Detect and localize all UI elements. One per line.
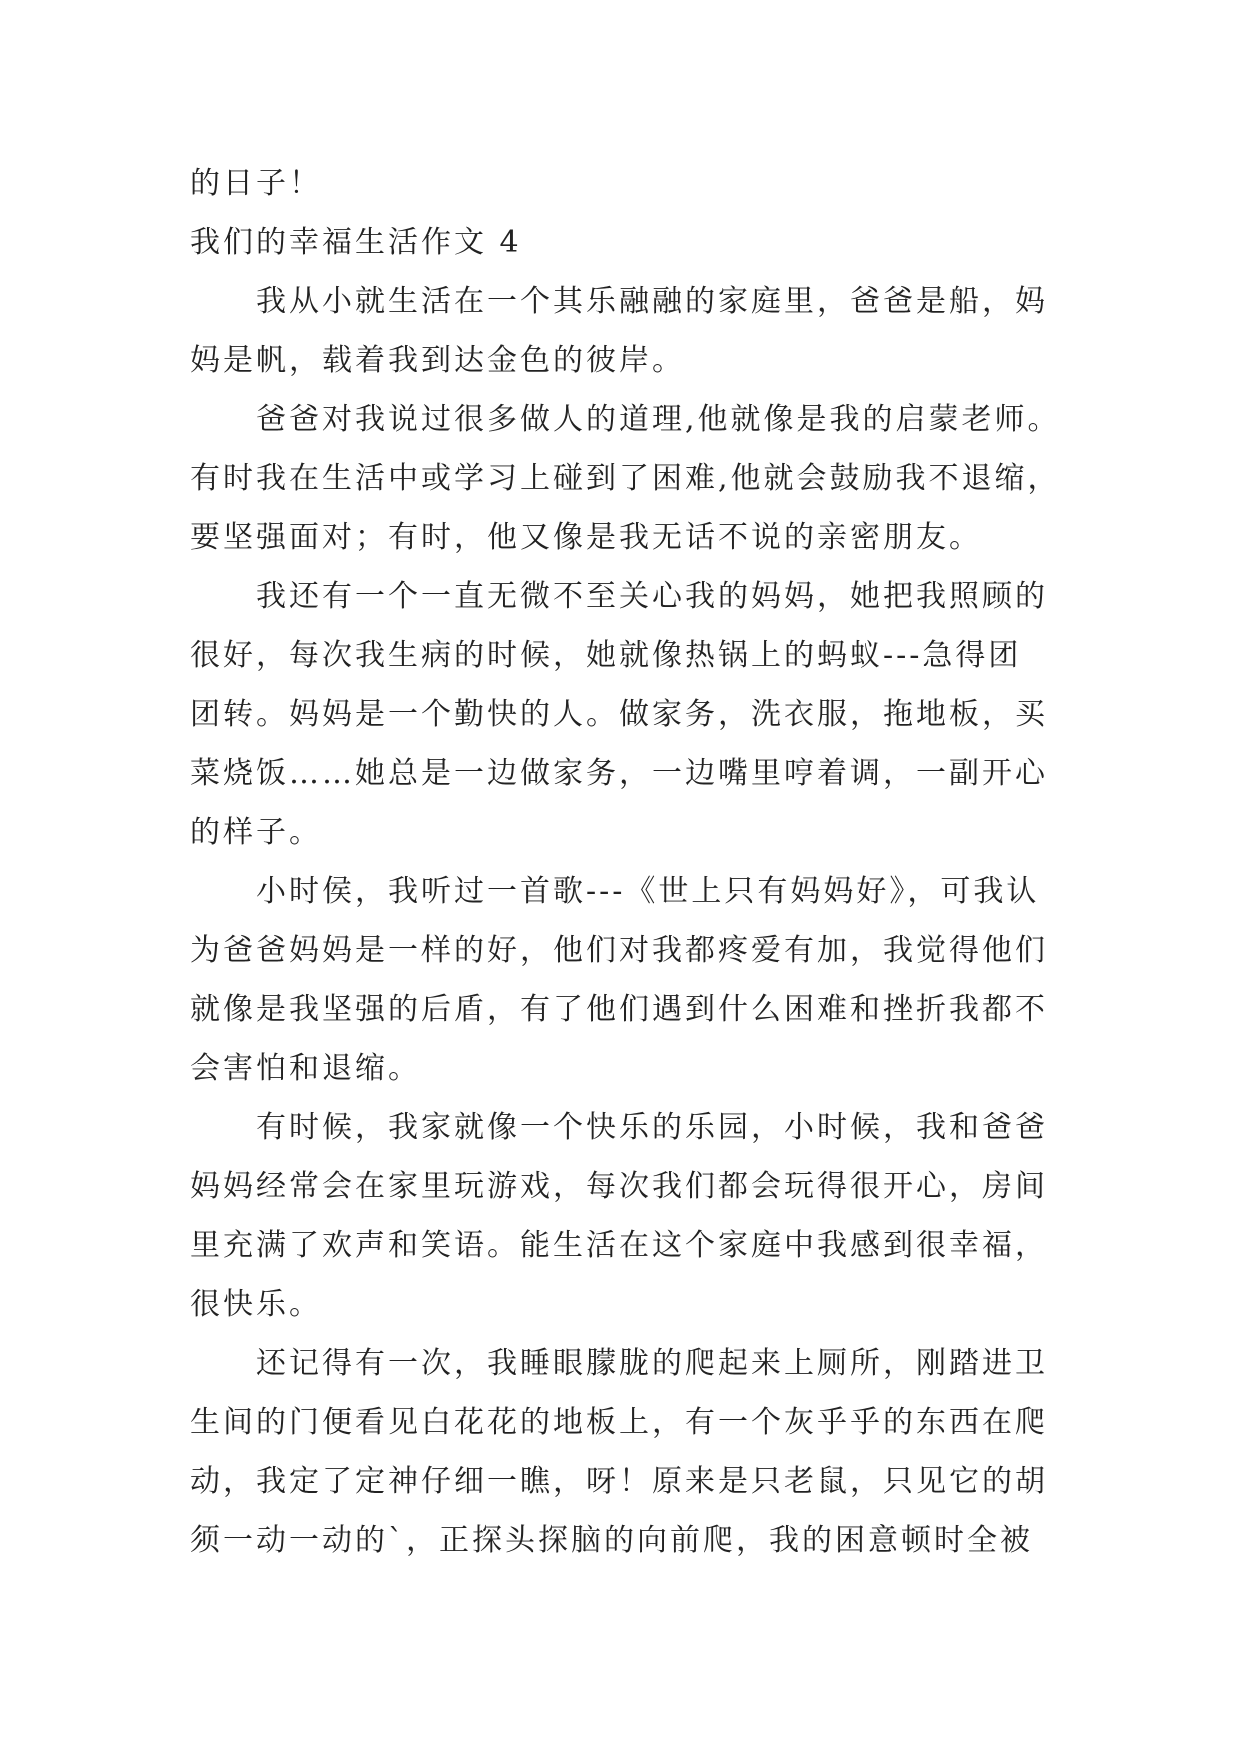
paragraph-4-line-1: 小时侯，我听过一首歌---《世上只有妈妈好》，可我认 xyxy=(256,874,1040,909)
paragraph-3-line-1: 我还有一个一直无微不至关心我的妈妈，她把我照顾的 xyxy=(256,579,1048,614)
paragraph-3-line-3: 团转。妈妈是一个勤快的人。做家务，洗衣服，拖地板，买 xyxy=(190,697,1048,732)
paragraph-1-line-1: 我从小就生活在一个其乐融融的家庭里，爸爸是船，妈 xyxy=(256,284,1048,319)
paragraph-6-line-4: 须一动一动的`，正探头探脑的向前爬，我的困意顿时全被 xyxy=(190,1523,1033,1558)
paragraph-4-line-2: 为爸爸妈妈是一样的好，他们对我都疼爱有加，我觉得他们 xyxy=(190,933,1048,968)
paragraph-6-line-3: 动，我定了定神仔细一瞧，呀！原来是只老鼠，只见它的胡 xyxy=(190,1464,1048,1499)
paragraph-5-line-1: 有时候，我家就像一个快乐的乐园，小时候，我和爸爸 xyxy=(256,1110,1048,1145)
paragraph-4-line-3: 就像是我坚强的后盾，有了他们遇到什么困难和挫折我都不 xyxy=(190,992,1048,1027)
paragraph-2-line-3: 要坚强面对；有时，他又像是我无话不说的亲密朋友。 xyxy=(190,520,982,555)
paragraph-2-line-2: 有时我在生活中或学习上碰到了困难,他就会鼓励我不退缩， xyxy=(190,461,1061,496)
paragraph-4-line-4: 会害怕和退缩。 xyxy=(190,1051,421,1086)
essay-title: 我们的幸福生活作文 4 xyxy=(190,225,522,260)
document-body xyxy=(190,154,1061,1570)
paragraph-2-line-1: 爸爸对我说过很多做人的道理,他就像是我的启蒙老师。 xyxy=(256,402,1061,437)
paragraph-6-line-2: 生间的门便看见白花花的地板上，有一个灰乎乎的东西在爬 xyxy=(190,1405,1048,1440)
paragraph-5-line-4: 很快乐。 xyxy=(190,1287,322,1322)
paragraph-3-line-4: 菜烧饭……她总是一边做家务，一边嘴里哼着调，一副开心 xyxy=(190,756,1048,791)
paragraph-5-line-2: 妈妈经常会在家里玩游戏，每次我们都会玩得很开心，房间 xyxy=(190,1169,1048,1204)
text-line: 的日子！ xyxy=(190,166,322,201)
paragraph-1-line-2: 妈是帆，载着我到达金色的彼岸。 xyxy=(190,343,685,378)
paragraph-5-line-3: 里充满了欢声和笑语。能生活在这个家庭中我感到很幸福， xyxy=(190,1228,1048,1263)
paragraph-6-line-1: 还记得有一次，我睡眼朦胧的爬起来上厕所，刚踏进卫 xyxy=(256,1346,1048,1381)
paragraph-3-line-2: 很好，每次我生病的时候，她就像热锅上的蚂蚁---急得团 xyxy=(190,638,1022,673)
paragraph-3-line-5: 的样子。 xyxy=(190,815,322,850)
